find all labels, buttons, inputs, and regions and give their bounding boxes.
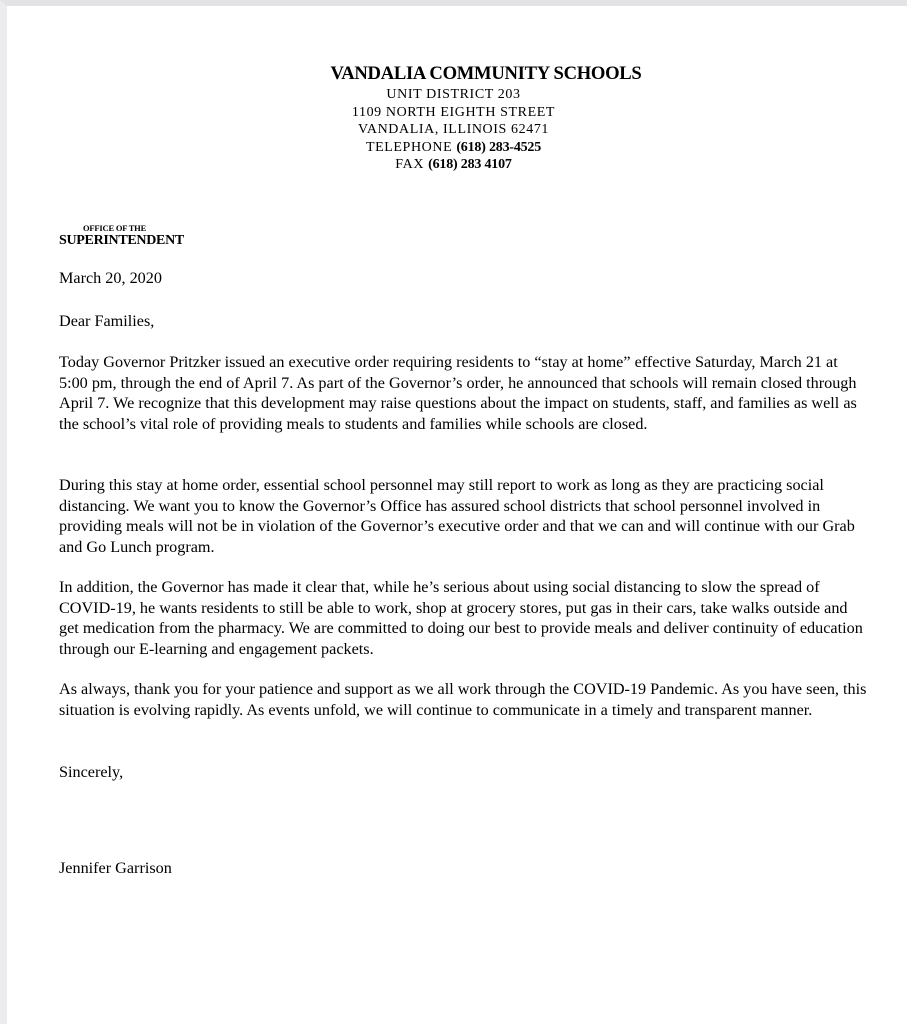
fax-number: (618) 283 4107 [428, 157, 512, 172]
telephone-number: (618) 283-4525 [456, 139, 542, 155]
district-line: UNIT DISTRICT 203 [386, 87, 521, 102]
letter-date: March 20, 2020 [59, 269, 162, 287]
paragraph-2: During this stay at home order, essential school personnel may still report to work as long as they are practicing social distancing. We want you to know the Governor’s Office has assured school districts that school personnel involved in providing meals will not be in violation of the Governor’s executive order and that we can and will continue with our Grab and Go Lunch program. [59, 476, 855, 556]
fax-label: FAX [395, 157, 425, 172]
paragraph-4: As always, thank you for your patience and support as we all work through the COVID-19 Pandemic. As you have seen, this situation is evolving rapidly. As events unfold, we will continue to communicate in a timely and transparent manner. [59, 680, 867, 719]
fax-line [0, 156, 907, 174]
city-line: VANDALIA, ILLINOIS 62471 [357, 122, 550, 137]
signer-name: Jennifer Garrison [59, 859, 172, 877]
letter-greeting: Dear Families, [59, 312, 155, 330]
letter-closing: Sincerely, [59, 763, 124, 781]
paragraph-3: In addition, the Governor has made it clear that, while he’s serious about using social distancing to slow the spread of COVID-19, he wants residents to still be able to work, shop at grocery stores, put gas in their cars, take walks outside and get medication from the pharmacy. We are committed to doing our best to provide meals and deliver continuity of education through our E-learning and engagement packets. [59, 578, 863, 658]
street-line: 1109 NORTH EIGHTH STREET [351, 104, 556, 120]
superintendent-label: SUPERINTENDENT [59, 233, 184, 248]
telephone-label: TELEPHONE [365, 139, 453, 155]
office-of-the-label: OFFICE OF THE [83, 223, 147, 233]
paragraph-1: Today Governor Pritzker issued an executive order requiring residents to “stay at home” effective Saturday, March 21 at 5:00 pm, through the end of April 7. As part of the Governor’s order, he announced that schools will remain closed through April 7. We recognize that this development may raise questions about the impact on students, staff, and families as well as the school’s vital role of providing meals to students and families while schools are closed. [59, 353, 857, 433]
telephone-line [0, 139, 907, 157]
letterhead [0, 62, 907, 174]
school-name: VANDALIA COMMUNITY SCHOOLS [330, 63, 642, 84]
